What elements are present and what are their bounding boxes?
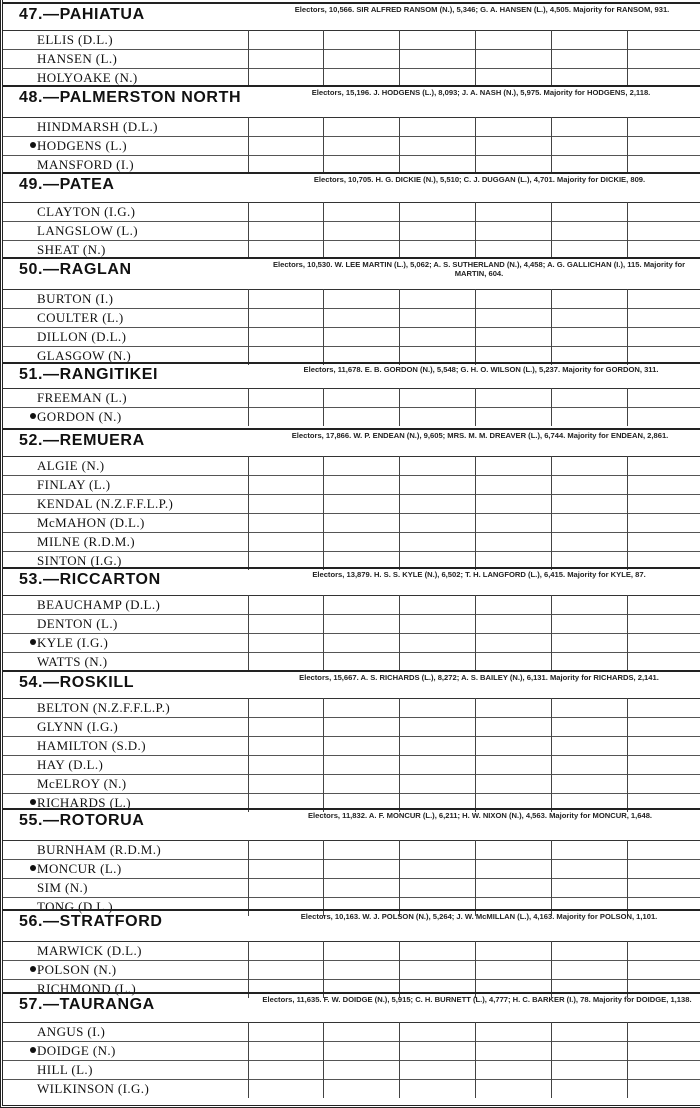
candidate-name: SHEAT (N.) bbox=[37, 242, 106, 257]
electorate-title bbox=[19, 366, 158, 384]
candidate-row bbox=[3, 717, 700, 736]
column-divider bbox=[551, 202, 552, 259]
column-divider bbox=[399, 1022, 400, 1098]
electorate-name: ROSKILL bbox=[59, 674, 135, 691]
column-divider bbox=[323, 30, 324, 87]
electorate-block bbox=[3, 567, 700, 671]
column-divider bbox=[551, 941, 552, 998]
candidate-name: BURTON (I.) bbox=[37, 291, 114, 306]
candidate-rows bbox=[3, 289, 700, 365]
candidate-rows bbox=[3, 1022, 700, 1098]
candidate-row bbox=[3, 513, 700, 532]
column-divider bbox=[399, 202, 400, 259]
column-divider bbox=[475, 30, 476, 87]
candidate-row bbox=[3, 136, 700, 155]
column-divider bbox=[399, 30, 400, 87]
electorate-title bbox=[19, 996, 155, 1014]
column-divider bbox=[551, 1022, 552, 1098]
candidate-name: ANGUS (I.) bbox=[37, 1024, 106, 1039]
column-divider bbox=[399, 941, 400, 998]
title-dash: — bbox=[43, 176, 60, 193]
candidate-row bbox=[3, 840, 700, 859]
candidate-name: McELROY (N.) bbox=[37, 776, 127, 791]
column-divider bbox=[399, 289, 400, 365]
elected-bullet-icon bbox=[30, 865, 36, 871]
candidate-name: FREEMAN (L.) bbox=[37, 390, 128, 405]
electorate-block bbox=[3, 992, 700, 1098]
candidate-name: HINDMARSH (D.L.) bbox=[37, 119, 158, 134]
electorate-header bbox=[3, 670, 700, 698]
column-divider bbox=[323, 1022, 324, 1098]
electorate-name: RAGLAN bbox=[59, 261, 132, 278]
column-divider bbox=[323, 388, 324, 426]
candidate-name: McMAHON (D.L.) bbox=[37, 515, 145, 530]
column-divider bbox=[248, 117, 249, 174]
column-divider bbox=[399, 595, 400, 671]
candidate-name: BURNHAM (R.D.M.) bbox=[37, 842, 162, 857]
column-divider bbox=[627, 1022, 628, 1098]
electorate-number: 48. bbox=[19, 89, 44, 106]
candidate-row bbox=[3, 475, 700, 494]
electorate-block bbox=[3, 362, 700, 426]
column-divider bbox=[475, 595, 476, 671]
electorate-title bbox=[19, 89, 241, 107]
column-divider bbox=[551, 456, 552, 570]
candidate-row bbox=[3, 755, 700, 774]
electorate-number: 54. bbox=[19, 674, 44, 691]
electorate-header bbox=[3, 567, 700, 595]
electorate-name: RICCARTON bbox=[59, 571, 161, 588]
column-divider bbox=[248, 388, 249, 426]
candidate-name: TONG (D.L.) bbox=[37, 899, 114, 914]
column-divider bbox=[248, 289, 249, 365]
candidate-row bbox=[3, 652, 700, 671]
column-divider bbox=[399, 388, 400, 426]
candidate-name: ELLIS (D.L.) bbox=[37, 32, 113, 47]
electorate-title bbox=[19, 176, 115, 194]
electorate-name: PALMERSTON NORTH bbox=[59, 89, 242, 106]
title-dash: — bbox=[43, 261, 60, 278]
column-divider bbox=[323, 456, 324, 570]
electorate-header bbox=[3, 362, 700, 388]
column-divider bbox=[323, 698, 324, 812]
electorate-block bbox=[3, 670, 700, 812]
candidate-rows bbox=[3, 30, 700, 87]
results-summary: Electors, 15,196. J. HODGENS (L.), 8,093; J. A. NASH (N.), 5,975. Majority for HODGENS, 2,118. bbox=[311, 88, 651, 97]
title-dash: — bbox=[43, 812, 60, 829]
candidate-row bbox=[3, 595, 700, 614]
results-summary: Electors, 11,678. E. B. GORDON (N.), 5,548; G. H. O. WILSON (L.), 5,237. Majority for GORDON, 311. bbox=[303, 365, 659, 374]
title-dash: — bbox=[43, 432, 60, 449]
column-divider bbox=[323, 595, 324, 671]
elected-bullet-icon bbox=[30, 142, 36, 148]
electorate-number: 53. bbox=[19, 571, 44, 588]
candidate-rows bbox=[3, 456, 700, 570]
candidate-name: HILL (L.) bbox=[37, 1062, 93, 1077]
column-divider bbox=[551, 289, 552, 365]
candidate-name: CLAYTON (I.G.) bbox=[37, 204, 136, 219]
candidate-row bbox=[3, 117, 700, 136]
candidate-row bbox=[3, 941, 700, 960]
electorate-header bbox=[3, 2, 700, 30]
electorate-title bbox=[19, 674, 134, 692]
candidate-name: DOIDGE (N.) bbox=[37, 1043, 116, 1058]
column-divider bbox=[551, 698, 552, 812]
column-divider bbox=[627, 117, 628, 174]
results-summary: Electors, 10,705. H. G. DICKIE (N.), 5,510; C. J. DUGGAN (L.), 4,701. Majority for DICKIE, 809. bbox=[313, 175, 646, 184]
column-divider bbox=[551, 30, 552, 87]
candidate-row bbox=[3, 614, 700, 633]
column-divider bbox=[627, 30, 628, 87]
candidate-row bbox=[3, 532, 700, 551]
column-divider bbox=[627, 941, 628, 998]
candidate-name: DILLON (D.L.) bbox=[37, 329, 127, 344]
column-divider bbox=[627, 289, 628, 365]
candidate-name: HAY (D.L.) bbox=[37, 757, 104, 772]
candidate-rows bbox=[3, 595, 700, 671]
results-summary: Electors, 11,635. F. W. DOIDGE (N.), 5,915; C. H. BURNETT (L.), 4,777; H. C. BARKER (I.), 78. Majority for DOIDGE, 1,138. bbox=[262, 995, 692, 1004]
electorate-name: ROTORUA bbox=[59, 812, 145, 829]
electorate-header bbox=[3, 257, 700, 289]
candidate-row bbox=[3, 289, 700, 308]
elected-bullet-icon bbox=[30, 413, 36, 419]
electorate-block bbox=[3, 909, 700, 998]
candidate-row bbox=[3, 1060, 700, 1079]
column-divider bbox=[551, 117, 552, 174]
title-dash: — bbox=[43, 674, 60, 691]
column-divider bbox=[475, 941, 476, 998]
candidate-row bbox=[3, 49, 700, 68]
title-dash: — bbox=[43, 6, 60, 23]
electorate-title bbox=[19, 6, 145, 24]
electorate-block bbox=[3, 428, 700, 570]
electorate-title bbox=[19, 812, 144, 830]
results-summary: Electors, 13,879. H. S. S. KYLE (N.), 6,502; T. H. LANGFORD (L.), 6,415. Majority for KYLE, 87. bbox=[312, 570, 646, 579]
column-divider bbox=[475, 1022, 476, 1098]
electorate-number: 47. bbox=[19, 6, 44, 23]
electorate-name: PAHIATUA bbox=[59, 6, 145, 23]
candidate-row bbox=[3, 221, 700, 240]
candidate-name: BELTON (N.Z.F.F.L.P.) bbox=[37, 700, 171, 715]
candidate-rows bbox=[3, 840, 700, 916]
results-summary: Electors, 10,163. W. J. POLSON (N.), 5,264; J. W. McMILLAN (L.), 4,163. Majority for POLSON, 1,101. bbox=[300, 912, 658, 921]
candidate-row bbox=[3, 736, 700, 755]
electorate-number: 49. bbox=[19, 176, 44, 193]
electorate-name: RANGITIKEI bbox=[59, 366, 159, 383]
candidate-rows bbox=[3, 202, 700, 259]
electorate-number: 55. bbox=[19, 812, 44, 829]
candidate-name: RICHMOND (L.) bbox=[37, 981, 137, 996]
candidate-row bbox=[3, 407, 700, 426]
candidate-rows bbox=[3, 388, 700, 426]
electorate-title bbox=[19, 432, 145, 450]
column-divider bbox=[475, 202, 476, 259]
electorate-name: PATEA bbox=[59, 176, 115, 193]
candidate-row bbox=[3, 1041, 700, 1060]
candidate-name: HOLYOAKE (N.) bbox=[37, 70, 138, 85]
electorate-name: TAURANGA bbox=[59, 996, 155, 1013]
candidate-name: GLASGOW (N.) bbox=[37, 348, 132, 363]
results-summary: Electors, 10,566. SIR ALFRED RANSOM (N.), 5,346; G. A. HANSEN (L.), 4,505. Majority for RANSOM, 931. bbox=[294, 5, 670, 14]
column-divider bbox=[248, 202, 249, 259]
column-divider bbox=[551, 388, 552, 426]
electorate-header bbox=[3, 909, 700, 941]
candidate-row bbox=[3, 388, 700, 407]
column-divider bbox=[627, 840, 628, 916]
candidate-name: MANSFORD (I.) bbox=[37, 157, 134, 172]
candidate-rows bbox=[3, 698, 700, 812]
electorate-block bbox=[3, 85, 700, 174]
column-divider bbox=[627, 698, 628, 812]
elected-bullet-icon bbox=[30, 966, 36, 972]
candidate-row bbox=[3, 30, 700, 49]
column-divider bbox=[248, 698, 249, 812]
candidate-name: HODGENS (L.) bbox=[37, 138, 128, 153]
results-summary: Electors, 15,667. A. S. RICHARDS (L.), 8,272; A. S. BAILEY (N.), 6,131. Majority for RICHARDS, 2,141. bbox=[299, 673, 659, 682]
candidate-row bbox=[3, 202, 700, 221]
candidate-name: COULTER (L.) bbox=[37, 310, 124, 325]
column-divider bbox=[475, 840, 476, 916]
column-divider bbox=[399, 698, 400, 812]
column-divider bbox=[551, 840, 552, 916]
electorate-header bbox=[3, 992, 700, 1022]
candidate-name: DENTON (L.) bbox=[37, 616, 118, 631]
column-divider bbox=[551, 595, 552, 671]
candidate-name: LANGSLOW (L.) bbox=[37, 223, 138, 238]
candidate-row bbox=[3, 960, 700, 979]
candidate-name: POLSON (N.) bbox=[37, 962, 117, 977]
results-summary: Electors, 17,866. W. P. ENDEAN (N.), 9,605; MRS. M. M. DREAVER (L.), 6,744. Majority for ENDEAN, 2,861. bbox=[291, 431, 669, 440]
electorate-header bbox=[3, 85, 700, 117]
results-summary: Electors, 10,530. W. LEE MARTIN (L.), 5,062; A. S. SUTHERLAND (N.), 4,458; A. G. GALLICHAN (I.), 115. Majority for MARTIN, 604. bbox=[272, 260, 686, 278]
candidate-name: SINTON (I.G.) bbox=[37, 553, 122, 568]
candidate-name: KENDAL (N.Z.F.F.L.P.) bbox=[37, 496, 174, 511]
candidate-name: GORDON (N.) bbox=[37, 409, 122, 424]
column-divider bbox=[399, 456, 400, 570]
column-divider bbox=[627, 388, 628, 426]
candidate-row bbox=[3, 878, 700, 897]
candidate-name: RICHARDS (L.) bbox=[37, 795, 132, 810]
electorate-number: 50. bbox=[19, 261, 44, 278]
candidate-row bbox=[3, 633, 700, 652]
candidate-name: MILNE (R.D.M.) bbox=[37, 534, 136, 549]
electorate-number: 51. bbox=[19, 366, 44, 383]
column-divider bbox=[627, 595, 628, 671]
electorate-name: STRATFORD bbox=[59, 913, 163, 930]
candidate-row bbox=[3, 456, 700, 475]
column-divider bbox=[323, 289, 324, 365]
electorate-number: 56. bbox=[19, 913, 44, 930]
candidate-name: SIM (N.) bbox=[37, 880, 88, 895]
column-divider bbox=[248, 941, 249, 998]
column-divider bbox=[323, 117, 324, 174]
electorate-block bbox=[3, 808, 700, 916]
candidate-row bbox=[3, 1079, 700, 1098]
elected-bullet-icon bbox=[30, 799, 36, 805]
electorate-block bbox=[3, 257, 700, 365]
candidate-row bbox=[3, 698, 700, 717]
candidate-name: FINLAY (L.) bbox=[37, 477, 111, 492]
column-divider bbox=[475, 456, 476, 570]
elected-bullet-icon bbox=[30, 1047, 36, 1053]
title-dash: — bbox=[43, 913, 60, 930]
candidate-name: HAMILTON (S.D.) bbox=[37, 738, 146, 753]
candidate-row bbox=[3, 774, 700, 793]
candidate-name: KYLE (I.G.) bbox=[37, 635, 109, 650]
column-divider bbox=[248, 30, 249, 87]
electorate-number: 57. bbox=[19, 996, 44, 1013]
column-divider bbox=[475, 388, 476, 426]
title-dash: — bbox=[43, 366, 60, 383]
column-divider bbox=[399, 840, 400, 916]
title-dash: — bbox=[43, 89, 60, 106]
electorate-title bbox=[19, 571, 161, 589]
electorate-block bbox=[3, 172, 700, 259]
electorate-title bbox=[19, 913, 163, 931]
candidate-row bbox=[3, 1022, 700, 1041]
title-dash: — bbox=[43, 996, 60, 1013]
electorate-header bbox=[3, 428, 700, 456]
electorate-header bbox=[3, 172, 700, 202]
column-divider bbox=[475, 289, 476, 365]
column-divider bbox=[323, 840, 324, 916]
column-divider bbox=[248, 1022, 249, 1098]
electorate-name: REMUERA bbox=[59, 432, 145, 449]
candidate-name: HANSEN (L.) bbox=[37, 51, 118, 66]
candidate-row bbox=[3, 327, 700, 346]
candidate-row bbox=[3, 859, 700, 878]
column-divider bbox=[475, 698, 476, 812]
electorate-title bbox=[19, 261, 132, 279]
electorate-block bbox=[3, 2, 700, 87]
candidate-row bbox=[3, 308, 700, 327]
electorate-header bbox=[3, 808, 700, 840]
results-summary: Electors, 11,832. A. F. MONCUR (L.), 6,211; H. W. NIXON (N.), 4,563. Majority for MONCUR, 1,648. bbox=[307, 811, 653, 820]
column-divider bbox=[627, 202, 628, 259]
column-divider bbox=[248, 840, 249, 916]
candidate-name: BEAUCHAMP (D.L.) bbox=[37, 597, 161, 612]
candidate-rows bbox=[3, 117, 700, 174]
column-divider bbox=[248, 595, 249, 671]
candidate-name: ALGIE (N.) bbox=[37, 458, 105, 473]
electorate-number: 52. bbox=[19, 432, 44, 449]
candidate-name: GLYNN (I.G.) bbox=[37, 719, 119, 734]
column-divider bbox=[248, 456, 249, 570]
column-divider bbox=[627, 456, 628, 570]
column-divider bbox=[323, 941, 324, 998]
column-divider bbox=[323, 202, 324, 259]
elected-bullet-icon bbox=[30, 639, 36, 645]
candidate-name: WILKINSON (I.G.) bbox=[37, 1081, 150, 1096]
candidate-name: MONCUR (L.) bbox=[37, 861, 122, 876]
column-divider bbox=[399, 117, 400, 174]
candidate-rows bbox=[3, 941, 700, 998]
candidate-name: WATTS (N.) bbox=[37, 654, 108, 669]
candidate-name: MARWICK (D.L.) bbox=[37, 943, 142, 958]
column-divider bbox=[475, 117, 476, 174]
candidate-row bbox=[3, 494, 700, 513]
title-dash: — bbox=[43, 571, 60, 588]
